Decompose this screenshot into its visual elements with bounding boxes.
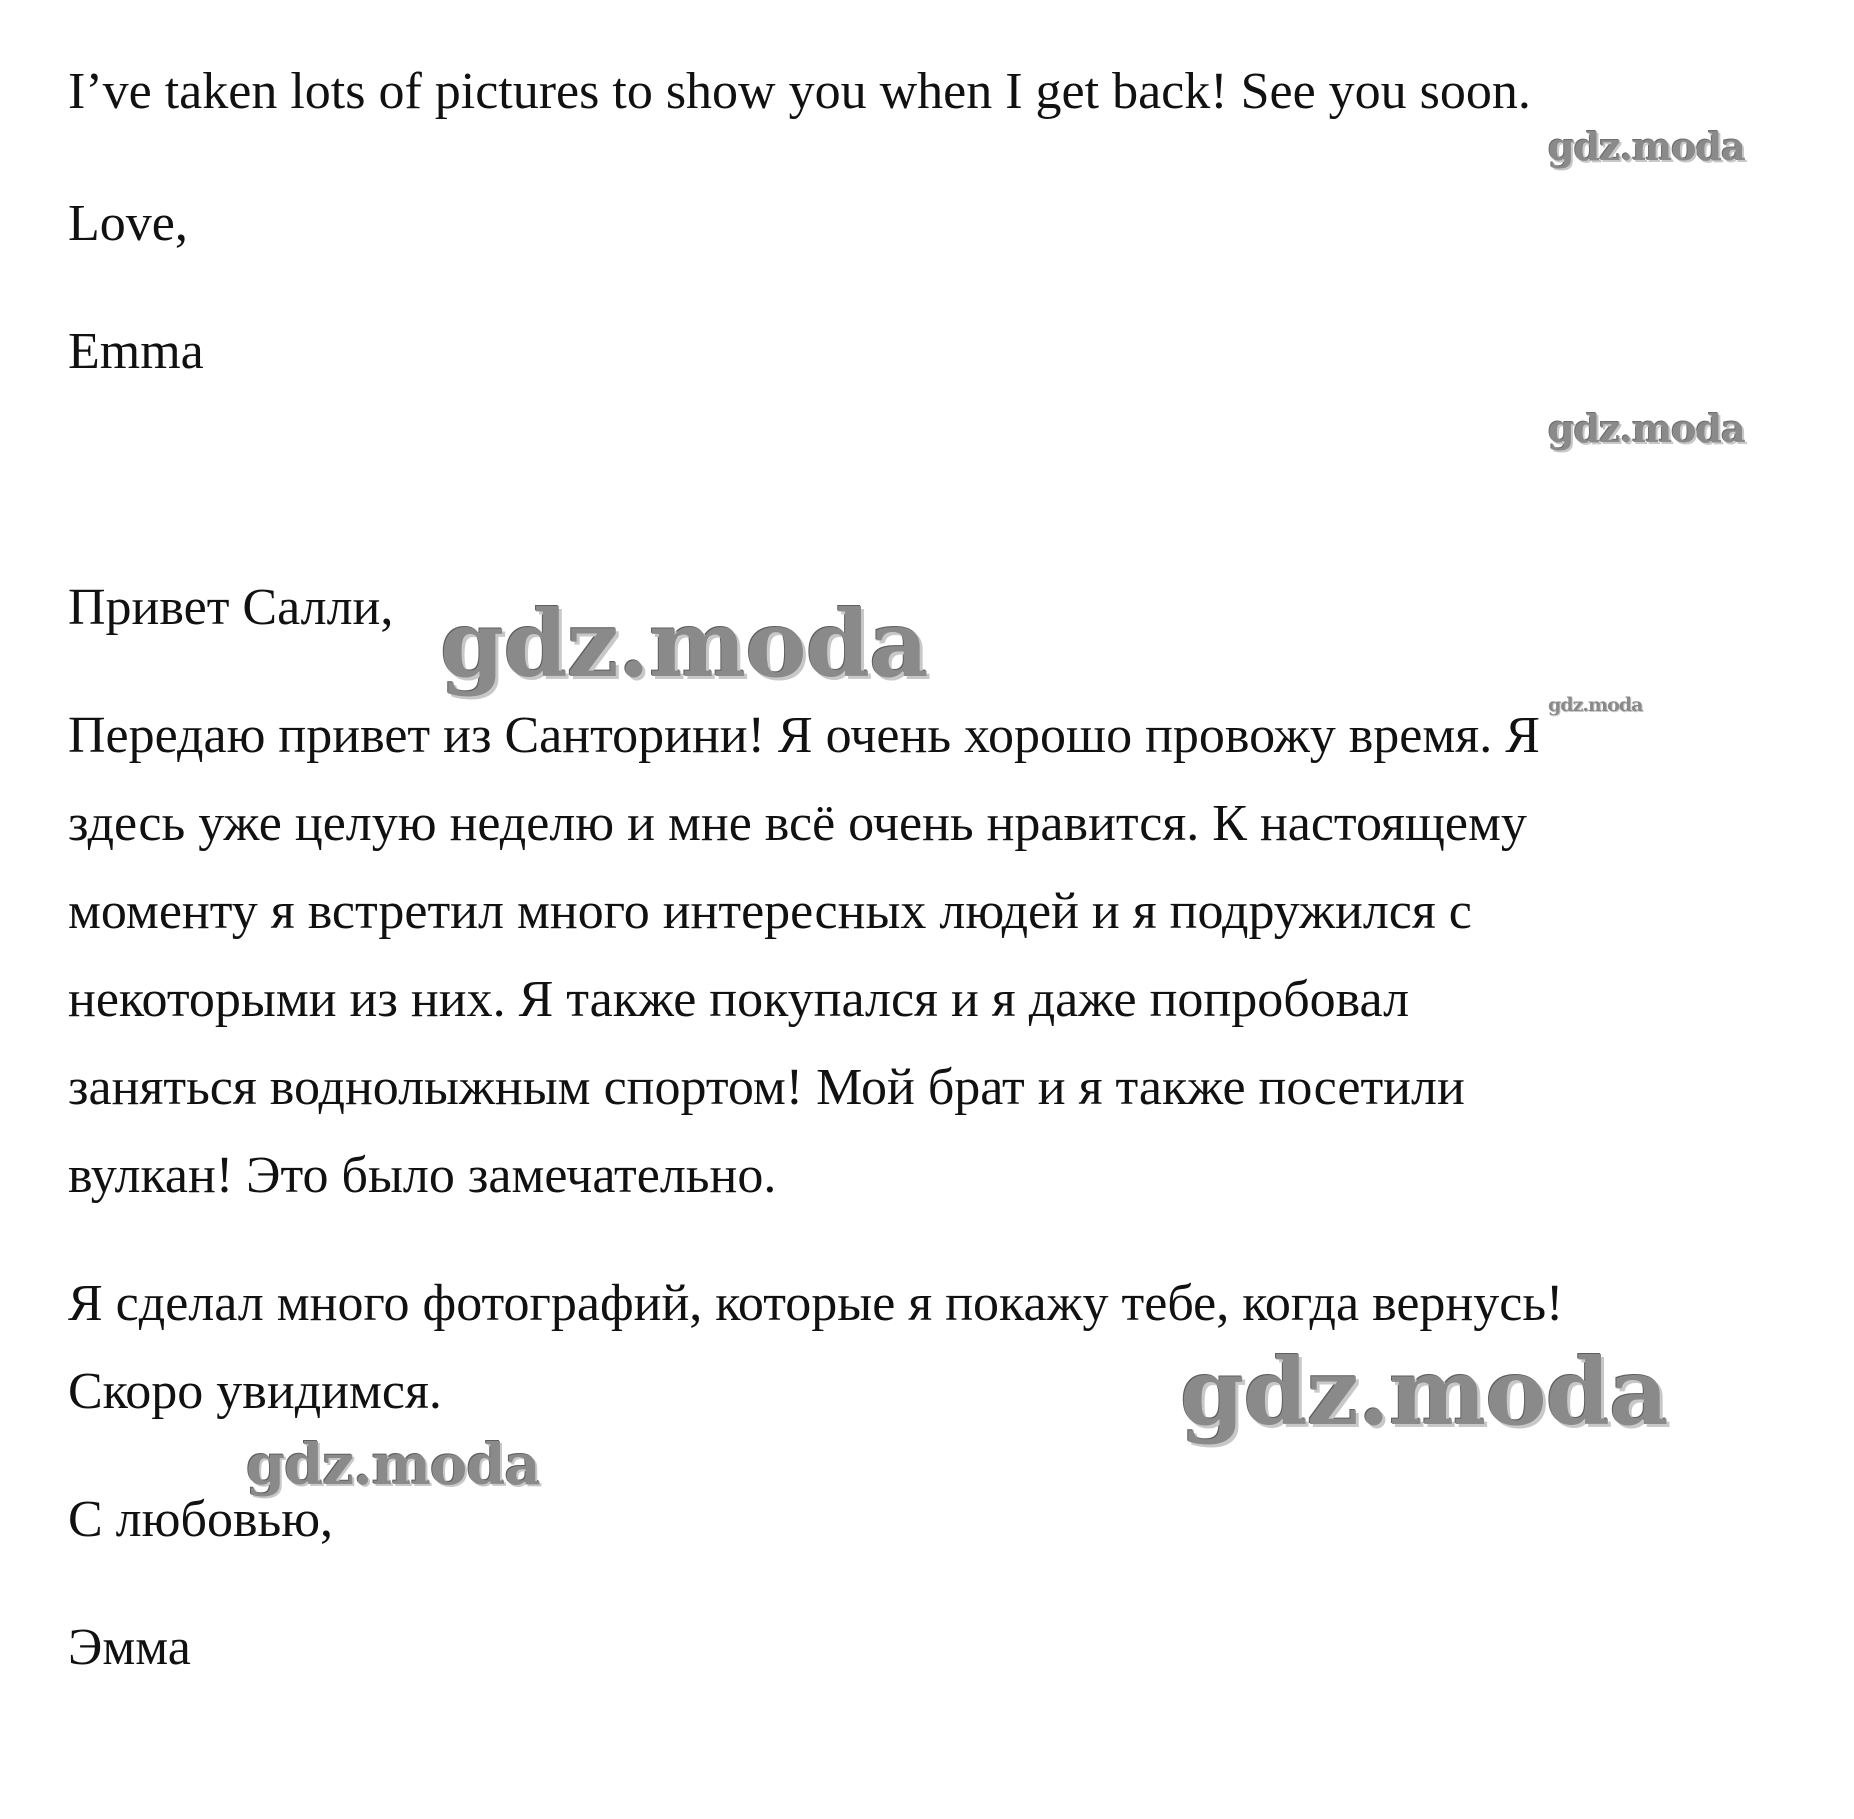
english-closing-line: I’ve taken lots of pictures to show you when I get back! See you soon.	[68, 63, 1531, 120]
watermark: gdz.moda	[1548, 406, 1745, 451]
paragraph-line: заняться воднолыжным спортом! Мой брат и я также посетили	[68, 1059, 1465, 1116]
paragraph-line: Передаю привет из Санторини! Я очень хорошо провожу время. Я	[68, 707, 1540, 764]
russian-signature: Эмма	[68, 1619, 191, 1676]
russian-sign-off: С любовью,	[68, 1491, 334, 1548]
english-sign-off: Love,	[68, 195, 188, 252]
english-signature: Emma	[68, 323, 204, 380]
paragraph-line: Я сделал много фотографий, которые я покажу тебе, когда вернусь!	[68, 1275, 1564, 1332]
paragraph-line: моменту я встретил много интересных людей и я подружился с	[68, 883, 1472, 940]
paragraph-line: некоторыми из них. Я также покупался и я даже попробовал	[68, 971, 1410, 1028]
paragraph-line: Скоро увидимся.	[68, 1363, 442, 1420]
watermark: gdz.moda	[1548, 124, 1745, 169]
watermark: gdz.moda	[246, 1432, 540, 1498]
paragraph-line: вулкан! Это было замечательно.	[68, 1147, 777, 1204]
watermark: gdz.moda	[1548, 694, 1643, 716]
watermark: gdz.moda	[440, 590, 928, 698]
watermark: gdz.moda	[1180, 1338, 1668, 1446]
russian-greeting: Привет Салли,	[68, 579, 394, 636]
paragraph-line: здесь уже целую неделю и мне всё очень нравится. К настоящему	[68, 795, 1527, 852]
